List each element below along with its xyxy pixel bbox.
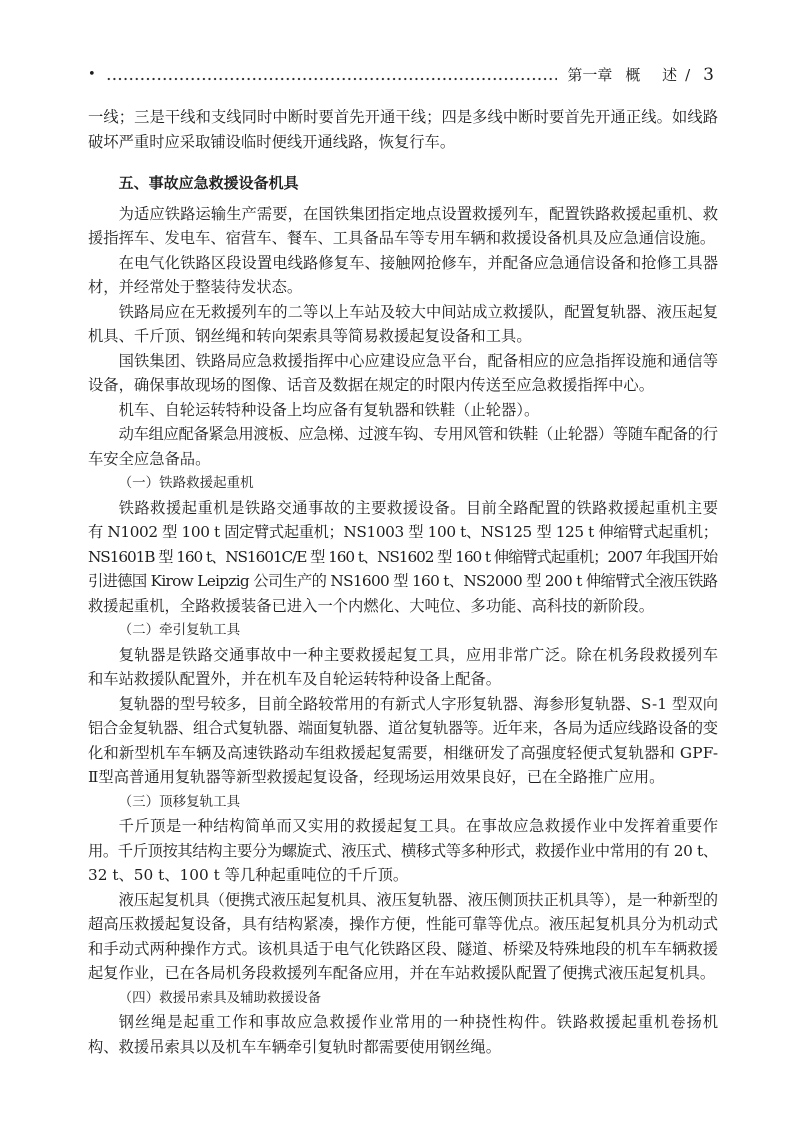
page-number: 3 xyxy=(703,65,714,85)
text-line: 用。千斤顶按其结构主要分为螺旋式、液压式、横移式等多种形式，救援作业中常用的有 20 t、 xyxy=(88,841,718,860)
text-line: 国铁集团、铁路局应急救援指挥中心应建设应急平台，配备相应的应急指挥设施和通信等 xyxy=(118,351,719,370)
paragraph xyxy=(88,888,718,986)
text-line: 和手动式两种操作方式。该机具适于电气化铁路区段、隧道、桥梁及特殊地段的机车车辆救援 xyxy=(88,939,719,958)
text-line: 在电气化铁路区段设置电线路修复车、接触网抢修车，并配备应急通信设备和抢修工具器 xyxy=(118,253,719,272)
body-text xyxy=(88,105,718,1059)
text-line: 为适应铁路运输生产需要，在国铁集团指定地点设置救援列车，配置铁路救援起重机、救 xyxy=(118,204,719,223)
text-line: 超高压救援起复设备，具有结构紧凑，操作方便，性能可靠等优点。液压起复机具分为机动式 xyxy=(88,915,719,934)
separator: / xyxy=(685,66,691,84)
paragraph xyxy=(88,692,718,790)
dotted-leader xyxy=(106,77,557,81)
text-line: 起复作业，已在各局机务段救援列车配备应用，并在车站救援队配置了便携式液压起复机具。 xyxy=(88,964,716,983)
subsection-heading: （四）救援吊索具及辅助救援设备 xyxy=(118,989,322,1006)
paragraph xyxy=(88,643,718,692)
text-line: 复轨器是铁路交通事故中一种主要救援起复工具，应用非常广泛。除在机务段救援列车 xyxy=(118,645,719,664)
text-line: 车安全应急备品。 xyxy=(88,449,211,468)
text-line: 动车组应配备紧急用渡板、应急梯、过渡车钩、专用风管和铁鞋（止轮器）等随车配备的行 xyxy=(118,425,718,444)
text-line: 机车、自轮运转特种设备上均应备有复轨器和铁鞋（止轮器）。 xyxy=(118,400,540,419)
paragraph xyxy=(88,300,718,349)
continued-paragraph xyxy=(88,105,718,154)
text-line: 机具、千斤顶、钢丝绳和转向架索具等简易救援起复设备和工具。 xyxy=(88,327,532,346)
section-heading: 五、事故应急救援设备机具 xyxy=(118,173,299,192)
text-line: 设备，确保事故现场的图像、话音及数据在规定的时限内传送至应急救援指挥中心。 xyxy=(88,376,654,395)
text-line: 引进德国 Kirow Leipzig 公司生产的 NS1600 型 160 t、NS2000 型 200 t 伸缩臂式全液压铁路 xyxy=(88,572,718,591)
text-line: NS1601B 型 160 t、NS1601C/E 型 160 t、NS1602 型 160 t 伸缩臂式起重机；2007 年我国开始 xyxy=(88,547,717,566)
text-line: Ⅱ型高普通用复轨器等新型救援起复设备，经现场运用效果良好，已在全路推广应用。 xyxy=(88,768,665,787)
text-line: 有 N1002 型 100 t 固定臂式起重机；NS1003 型 100 t、NS125 型 125 t 伸缩臂式起重机； xyxy=(88,523,718,542)
subsection-heading: （三）顶移复轨工具 xyxy=(118,793,241,810)
paragraph xyxy=(88,814,718,888)
text-line: 32 t、50 t、100 t 等几种起重吨位的千斤顶。 xyxy=(88,866,409,885)
bullet-icon: • xyxy=(88,67,96,82)
text-line: 一线；三是干线和支线同时中断时要首先开通干线；四是多线中断时要首先开通正线。如线路 xyxy=(88,108,719,126)
chapter-title: 概 述 xyxy=(625,66,678,84)
paragraph xyxy=(88,496,718,619)
text-line: 和车站救援队配置外，并在机车及自轮运转特种设备上配备。 xyxy=(88,670,502,689)
text-line: 铁路救援起重机是铁路交通事故的主要救援设备。目前全路配置的铁路救援起重机主要 xyxy=(118,498,719,517)
text-line: 救援起重机，全路救援装备已进入一个内燃化、大吨位、多功能、高科技的新阶段。 xyxy=(88,596,654,615)
paragraph xyxy=(88,202,718,251)
text-line: 钢丝绳是起重工作和事故应急救援作业常用的一种挠性构件。铁路救援起重机卷扬机 xyxy=(118,1013,719,1032)
chapter-number: 第一章 xyxy=(567,66,613,84)
text-line: 化和新型机车车辆及高速铁路动车组救援起复需要，相继研发了高强度轻便式复轨器和 GPF- xyxy=(88,743,719,762)
text-line: 复轨器的型号较多，目前全路较常用的有新式人字形复轨器、海参形复轨器、S-1 型双向 xyxy=(118,694,719,713)
text-line: 构、救援吊索具以及机车车辆牵引复轨时都需要使用钢丝绳。 xyxy=(88,1037,502,1056)
running-head xyxy=(88,63,714,87)
text-line: 材，并经常处于整装待发状态。 xyxy=(88,278,303,297)
paragraph xyxy=(88,398,718,423)
text-line: 破坏严重时应采取铺设临时便线开通线路，恢复行车。 xyxy=(88,132,456,151)
text-line: 液压起复机具（便携式液压起复机具、液压复轨器、液压侧顶扶正机具等），是一种新型的 xyxy=(118,890,718,909)
paragraph xyxy=(88,422,718,471)
text-line: 铁路局应在无救援列车的二等以上车站及较大中间站成立救援队，配置复轨器、液压起复 xyxy=(118,302,719,321)
paragraph xyxy=(88,349,718,398)
text-line: 援指挥车、发电车、宿营车、餐车、工具备品车等专用车辆和救援设备机具及应急通信设施。 xyxy=(88,229,716,248)
text-line: 千斤顶是一种结构简单而又实用的救援起复工具。在事故应急救援作业中发挥着重要作 xyxy=(118,817,719,836)
subsection-heading: （一）铁路救援起重机 xyxy=(118,475,254,492)
paragraph xyxy=(88,251,718,300)
paragraph xyxy=(88,1010,718,1059)
subsection-heading: （二）牵引复轨工具 xyxy=(118,622,241,639)
text-line: 铝合金复轨器、组合式复轨器、端面复轨器、道岔复轨器等。近年来，各局为适应线路设备的变 xyxy=(88,719,718,738)
